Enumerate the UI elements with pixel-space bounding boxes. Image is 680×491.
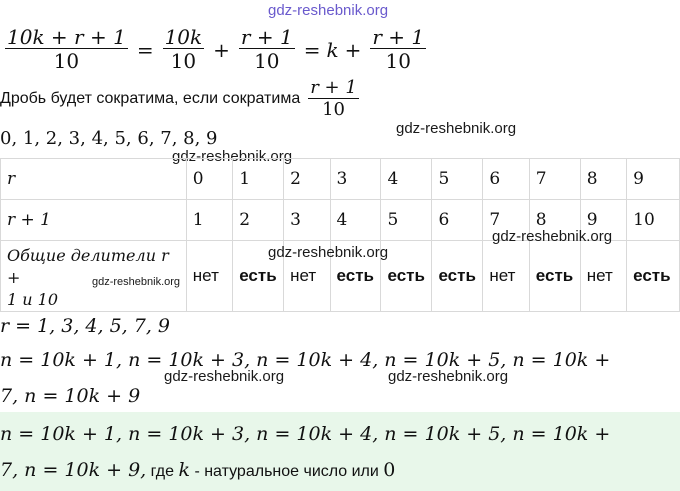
table-cell: есть xyxy=(529,241,580,312)
table-cell: 6 xyxy=(432,200,483,241)
watermark: gdz-reshebnik.org xyxy=(92,276,181,288)
header-line: Общие делители r + xyxy=(7,246,169,287)
table-cell: 9 xyxy=(580,200,626,241)
r-values: r = 1, 3, 4, 5, 7, 9 xyxy=(0,315,171,337)
answer-line-2 xyxy=(0,459,395,481)
fraction-denominator: 10 xyxy=(254,49,280,73)
table-cell: 2 xyxy=(233,200,284,241)
table-cell: нет xyxy=(186,241,232,312)
table-cell: 9 xyxy=(627,159,680,200)
table-cell: 2 xyxy=(284,159,330,200)
table-cell: 6 xyxy=(483,159,529,200)
header-line: 1 и 10 xyxy=(7,290,59,309)
table-cell: 1 xyxy=(233,159,284,200)
statement-fraction xyxy=(308,78,359,120)
watermark: gdz-reshebnik.org xyxy=(164,368,285,385)
answer-text: где xyxy=(146,463,179,480)
answer-math: 7, n = 10k + 9, xyxy=(0,459,147,481)
n-values-line-2: 7, n = 10k + 9 xyxy=(0,385,141,407)
watermark: gdz-reshebnik.org xyxy=(268,2,389,19)
statement xyxy=(0,78,362,120)
plus-sign: + xyxy=(213,37,230,62)
table-cell: есть xyxy=(381,241,432,312)
fraction-numerator: 10k + r + 1 xyxy=(7,25,126,49)
variable-k: k xyxy=(326,37,339,62)
table-cell: 4 xyxy=(330,200,381,241)
main-equation xyxy=(2,26,429,73)
equals-sign: = xyxy=(136,37,154,62)
fraction-lhs xyxy=(5,26,128,73)
answer-zero: 0 xyxy=(383,459,396,481)
table-cell: 7 xyxy=(483,200,529,241)
fraction-denominator: 10 xyxy=(53,49,80,73)
table-cell: нет xyxy=(580,241,626,312)
table-cell: нет xyxy=(284,241,330,312)
fraction-numerator: 10k xyxy=(164,25,203,49)
watermark: gdz-reshebnik.org xyxy=(388,368,509,385)
table-cell: нет xyxy=(483,241,529,312)
table-cell: 0 xyxy=(186,159,232,200)
watermark: gdz-reshebnik.org xyxy=(492,228,613,245)
table-cell: 8 xyxy=(580,159,626,200)
answer-k: k xyxy=(178,459,190,481)
answer-text: - натуральное число или xyxy=(190,463,384,480)
fraction-term-3 xyxy=(370,26,426,73)
fraction-numerator: r + 1 xyxy=(310,77,357,98)
digits-line: 0, 1, 2, 3, 4, 5, 6, 7, 8, 9 xyxy=(0,128,218,149)
fraction-numerator: r + 1 xyxy=(240,25,293,49)
fraction-term-1 xyxy=(163,26,205,73)
fraction-term-2 xyxy=(239,26,295,73)
answer-line-1: n = 10k + 1, n = 10k + 3, n = 10k + 4, n = 10k + 5, n = 10k + xyxy=(0,423,611,445)
fraction-numerator: r + 1 xyxy=(372,25,425,49)
table-cell: есть xyxy=(330,241,381,312)
table-cell: 1 xyxy=(186,200,232,241)
watermark: gdz-reshebnik.org xyxy=(172,148,293,165)
statement-text: Дробь будет сократима, если сократима xyxy=(0,90,301,108)
plus-sign: + xyxy=(344,37,362,62)
table-cell: 7 xyxy=(529,159,580,200)
table-cell: есть xyxy=(233,241,284,312)
table-cell: 3 xyxy=(284,200,330,241)
table-row xyxy=(1,159,680,200)
fraction-denominator: 10 xyxy=(322,98,345,120)
table-cell: 5 xyxy=(381,200,432,241)
table-cell: 10 xyxy=(627,200,680,241)
fraction-denominator: 10 xyxy=(385,49,411,73)
table-cell: есть xyxy=(432,241,483,312)
row-header-r: r xyxy=(1,159,187,200)
equals-sign: = xyxy=(303,37,321,62)
fraction-denominator: 10 xyxy=(170,49,197,73)
table-cell: 5 xyxy=(432,159,483,200)
table-cell: 3 xyxy=(330,159,381,200)
table-cell: есть xyxy=(627,241,680,312)
watermark: gdz-reshebnik.org xyxy=(268,244,389,261)
n-values-line-1: n = 10k + 1, n = 10k + 3, n = 10k + 4, n = 10k + 5, n = 10k + xyxy=(0,349,611,371)
row-header-r-plus-1: r + 1 xyxy=(1,200,187,241)
table-cell: 4 xyxy=(381,159,432,200)
watermark: gdz-reshebnik.org xyxy=(396,120,517,137)
table-cell: 8 xyxy=(529,200,580,241)
